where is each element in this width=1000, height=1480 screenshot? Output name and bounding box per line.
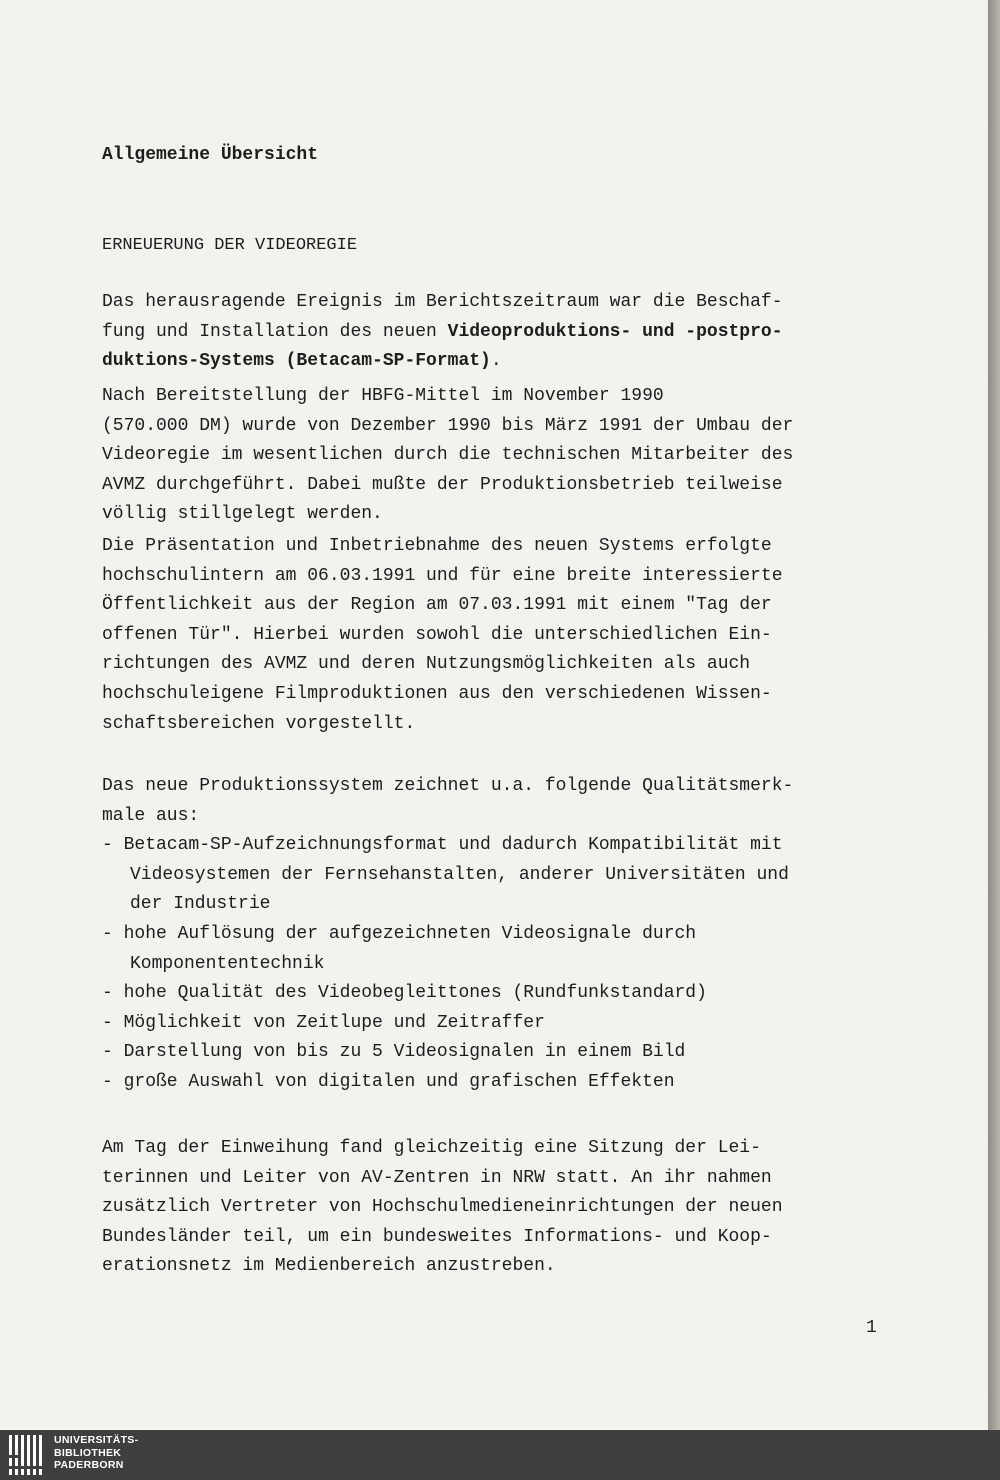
text-line: zusätzlich Vertreter von Hochschulmedieneinrichtungen der neuen (102, 1197, 783, 1218)
list-item: - Möglichkeit von Zeitlupe und Zeitraffer (102, 1012, 545, 1033)
page-edge-shadow (988, 0, 1000, 1430)
text-line: male aus: (102, 805, 200, 826)
logo-line: UNIVERSITÄTS- (54, 1434, 139, 1446)
paragraph-meeting (102, 1134, 783, 1282)
text-line: Die Präsentation und Inbetriebnahme des neuen Systems erfolgte (102, 536, 772, 556)
paragraph-presentation (102, 532, 783, 739)
list-item: - Betacam-SP-Aufzeichnungsformat und dadurch Kompatibilität mit (102, 835, 783, 856)
library-logo-text (54, 1434, 138, 1472)
text-line: schaftsbereichen vorgestellt. (102, 713, 416, 734)
paragraph-intro (102, 288, 783, 377)
text-line: erationsnetz im Medienbereich anzustreben. (102, 1256, 556, 1277)
text-line: AVMZ durchgeführt. Dabei mußte der Produktionsbetrieb teilweise (102, 474, 783, 495)
library-footer (0, 1430, 1000, 1480)
text-line: hochschulintern am 06.03.1991 und für eine breite interessierte (102, 565, 783, 586)
paragraph-features (102, 772, 793, 1098)
text-line: Das neue Produktionssystem zeichnet u.a. folgende Qualitätsmerk- (102, 776, 794, 796)
page-number: 1 (866, 1318, 877, 1338)
section-heading: Allgemeine Übersicht (102, 145, 319, 165)
list-item-continuation: der Industrie (130, 894, 271, 915)
text-line (102, 347, 783, 377)
section-subheading: ERNEUERUNG DER VIDEOREGIE (102, 236, 358, 255)
text-line: Nach Bereitstellung der HBFG-Mittel im November 1990 (102, 386, 664, 406)
text-line: Das herausragende Ereignis im Berichtszeitraum war die Beschaf- (102, 292, 783, 312)
text-line: offenen Tür". Hierbei wurden sowohl die unterschiedlichen Ein- (102, 624, 772, 645)
list-item-continuation: Videosystemen der Fernsehanstalten, anderer Universitäten und (130, 864, 789, 885)
text-plain: . (490, 351, 502, 372)
list-item: - hohe Auflösung der aufgezeichneten Videosignale durch (102, 923, 697, 944)
text-line: richtungen des AVMZ und deren Nutzungsmöglichkeiten als auch (102, 654, 751, 675)
library-logo-icon (8, 1433, 48, 1477)
feature-list (102, 831, 793, 1097)
list-item-continuation: Komponententechnik (130, 953, 325, 974)
text-line (102, 318, 783, 348)
text-line: Videoregie im wesentlichen durch die technischen Mitarbeiter des (102, 445, 794, 466)
text-plain: fung und Installation des neuen (102, 321, 448, 342)
text-line: Am Tag der Einweihung fand gleichzeitig eine Sitzung der Lei- (102, 1138, 761, 1158)
text-bold: duktions-Systems (Betacam-SP-Format) (102, 351, 491, 372)
logo-line: BIBLIOTHEK (54, 1446, 122, 1459)
logo-line: PADERBORN (54, 1459, 124, 1471)
text-line: Öffentlichkeit aus der Region am 07.03.1991 mit einem "Tag der (102, 595, 772, 616)
text-line: Bundesländer teil, um ein bundesweites Informations- und Koop- (102, 1226, 772, 1247)
list-item: - große Auswahl von digitalen und grafischen Effekten (102, 1071, 675, 1092)
text-bold: Videoproduktions- und -postpro- (447, 321, 783, 342)
list-item: - Darstellung von bis zu 5 Videosignalen in einem Bild (102, 1042, 686, 1063)
text-line: terinnen und Leiter von AV-Zentren in NRW statt. An ihr nahmen (102, 1167, 772, 1188)
list-item: - hohe Qualität des Videobegleittones (Rundfunkstandard) (102, 983, 707, 1004)
text-line: völlig stillgelegt werden. (102, 504, 383, 525)
text-line: (570.000 DM) wurde von Dezember 1990 bis März 1991 der Umbau der (102, 415, 794, 436)
text-line: hochschuleigene Filmproduktionen aus den verschiedenen Wissen- (102, 683, 772, 704)
paragraph-hbfg (102, 382, 793, 530)
